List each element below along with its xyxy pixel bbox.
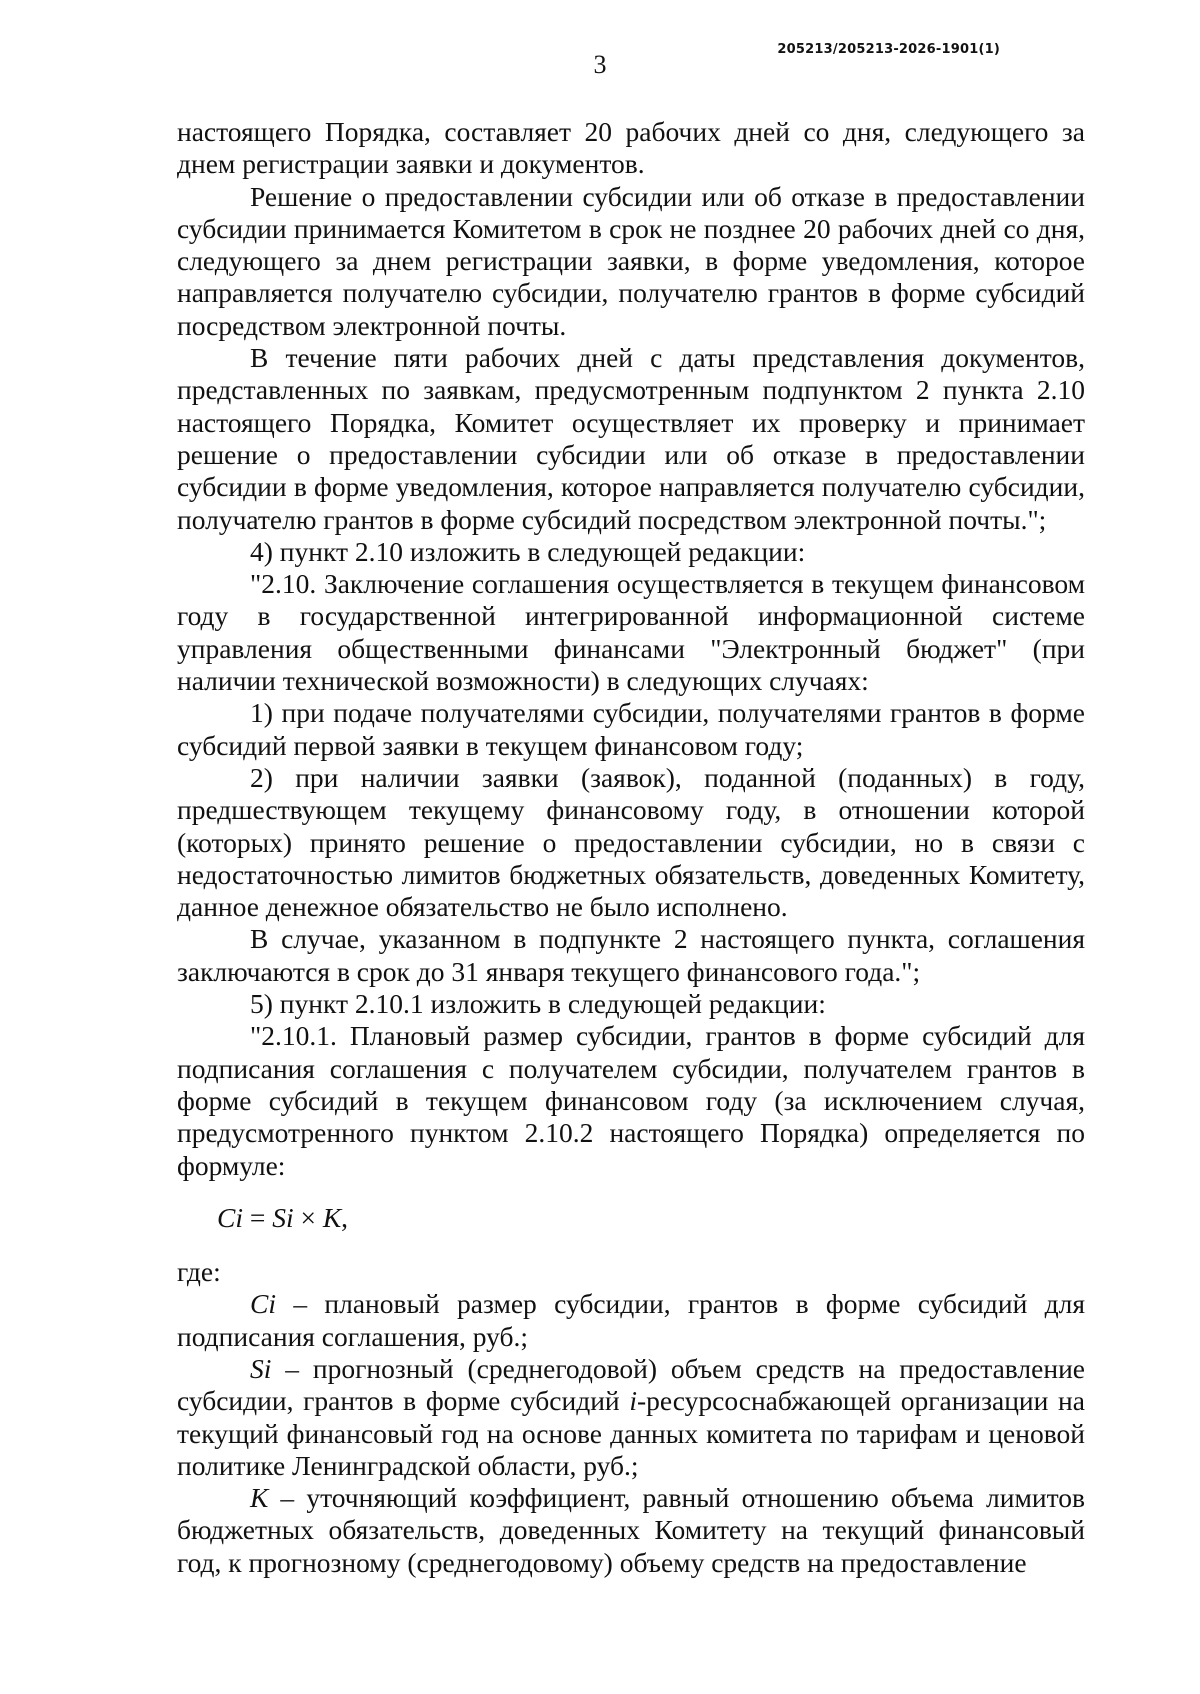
- paragraph: 1) при подаче получателями субсидии, получателями грантов в форме субсидий первой заявки в текущем финансовом году;: [177, 697, 1085, 761]
- formula-end: ,: [341, 1201, 349, 1233]
- paragraph: настоящего Порядка, составляет 20 рабочих дней со дня, следующего за днем регистрации заявки и документов.: [177, 116, 1085, 180]
- definition-ci: [177, 1288, 1085, 1353]
- paragraph: 2) при наличии заявки (заявок), поданной (поданных) в году, предшествующем текущему финансовому году, в отношении которой (которых) принято решение о предоставлении субсидии, но в связи с недостаточностью лимитов бюджетных обязательств, доведенных Комитету, данное денежное обязательство не было исполнено.: [177, 761, 1085, 923]
- definition-symbol: К: [250, 1482, 269, 1514]
- definition-text: – уточняющий коэффициент, равный отношению объема лимитов бюджетных обязательств, доведенных Комитету на текущий финансовый год, к прогнозному (среднегодовому) объему средств на предоставление: [177, 1482, 1085, 1578]
- paragraph: "2.10. Заключение соглашения осуществляется в текущем финансовом году в государственной интегрированной информационной системе управления общественными финансами "Электронный бюджет" (при наличии технической возможности) в следующих случаях:: [177, 568, 1085, 697]
- where-label: где:: [177, 1256, 221, 1288]
- formula-k: К: [322, 1201, 342, 1233]
- formula: [177, 1202, 1085, 1234]
- definition-symbol: Ci: [250, 1288, 276, 1320]
- formula-times: ×: [293, 1201, 323, 1233]
- definition-k: [177, 1482, 1085, 1579]
- page-number: 3: [593, 50, 607, 79]
- body-text: [177, 116, 1085, 1579]
- definition-text: – прогнозный (среднегодовой) объем средств на предоставление субсидии, грантов в форме субсидий: [177, 1352, 1085, 1417]
- paragraph: Решение о предоставлении субсидии или об отказе в предоставлении субсидии принимается Комитетом в срок не позднее 20 рабочих дней со дня, следующего за днем регистрации заявки, в форме уведомления, которое направляется получателю субсидии, получателю грантов в форме субсидий посредством электронной почты.: [177, 180, 1085, 341]
- paragraph: "2.10.1. Плановый размер субсидии, грантов в форме субсидий для подписания соглашения с получателем субсидии, получателем грантов в форме субсидий в текущем финансовом году (за исключением случая, предусмотренного пунктом 2.10.2 настоящего Порядка) определяется по формуле:: [177, 1020, 1085, 1181]
- paragraph: 5) пункт 2.10.1 изложить в следующей редакции:: [250, 988, 826, 1020]
- paragraph: В случае, указанном в подпункте 2 настоящего пункта, соглашения заключаются в срок до 31 января текущего финансового года.";: [177, 923, 1085, 987]
- formula-si: Si: [272, 1201, 294, 1233]
- formula-ci: Ci: [217, 1201, 243, 1233]
- definition-si: [177, 1353, 1085, 1482]
- definition-symbol-index: i: [629, 1385, 637, 1417]
- definition-text: – плановый размер субсидии, грантов в форме субсидий для подписания соглашения, руб.;: [177, 1288, 1085, 1352]
- definition-symbol: Si: [250, 1352, 272, 1384]
- definition-text-cont: -ресурсоснабжающей организации на текущий финансовый год на основе данных комитета по тарифам и ценовой политике Ленинградской области, руб.;: [177, 1385, 1085, 1481]
- paragraph: В течение пяти рабочих дней с даты представления документов, представленных по заявкам, предусмотренным подпунктом 2 пункта 2.10 настоящего Порядка, Комитет осуществляет их проверку и принимает решение о предоставлении субсидии или об отказе в предоставлении субсидии в форме уведомления, которое направляется получателю субсидии, получателю грантов в форме субсидий посредством электронной почты.";: [177, 342, 1085, 535]
- paragraph: 4) пункт 2.10 изложить в следующей редакции:: [250, 535, 806, 567]
- formula-equals: =: [242, 1201, 273, 1233]
- document-code: 205213/205213-2026-1901(1): [777, 42, 1000, 57]
